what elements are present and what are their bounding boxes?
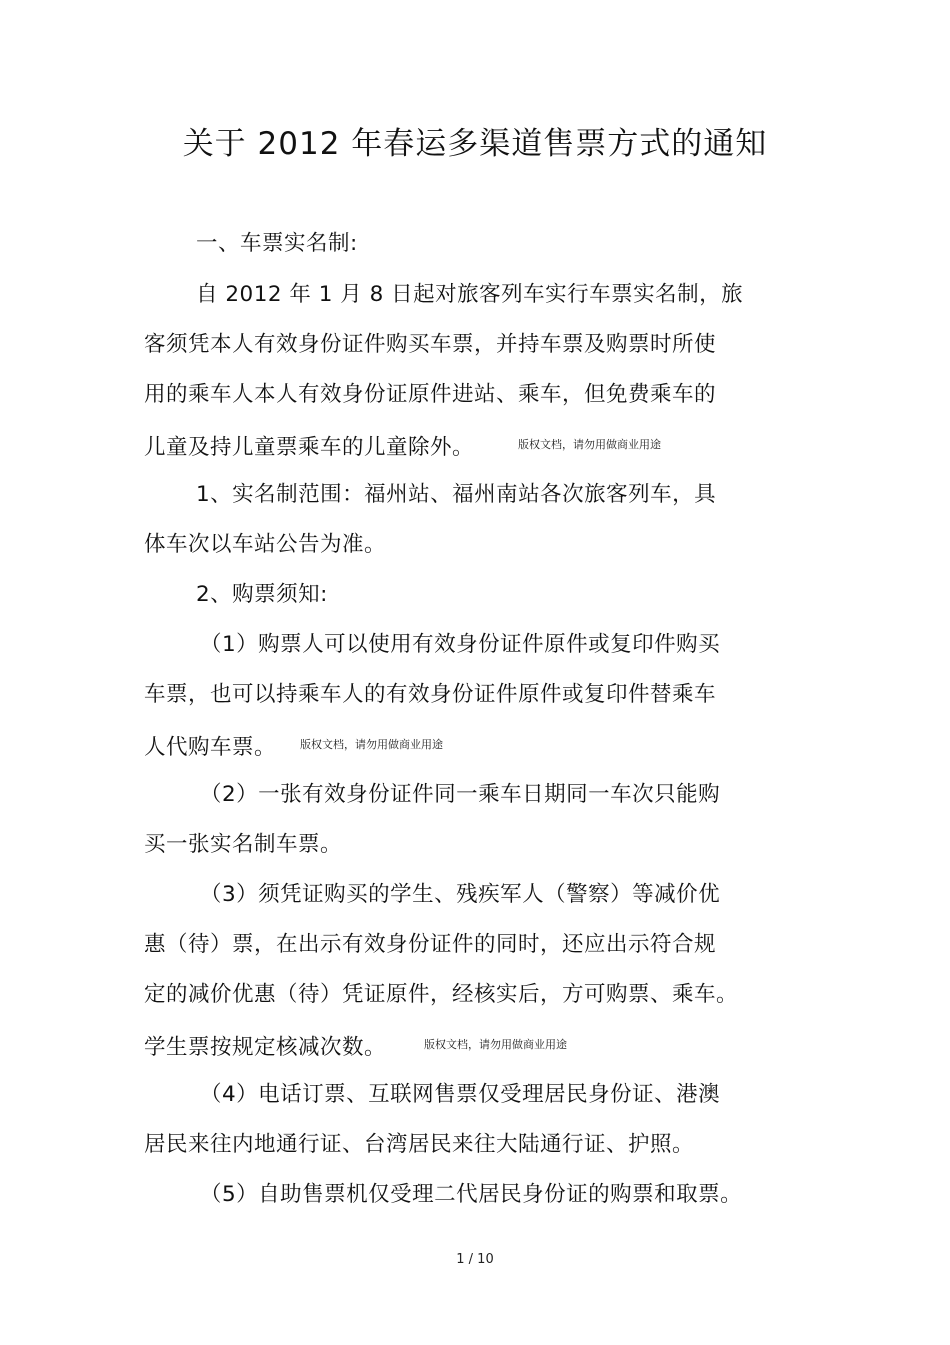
paragraph-line: 车票，也可以持乘车人的有效身份证件原件或复印件替乘车: [144, 682, 717, 707]
paragraph-line: （5）自助售票机仅受理二代居民身份证的购票和取票。: [200, 1182, 743, 1207]
paragraph-line: （4）电话订票、互联网售票仅受理居民身份证、港澳: [200, 1082, 721, 1107]
paragraph-text: 儿童及持儿童票乘车的儿童除外。: [144, 435, 475, 460]
paragraph-line: （3）须凭证购买的学生、残疾军人（警察）等减价优: [200, 882, 721, 907]
copyright-note: 版权文档，请勿用做商业用途: [300, 738, 444, 751]
paragraph-line: 自 2012 年 1 月 8 日起对旅客列车实行车票实名制，旅: [196, 282, 744, 307]
paragraph-line: （2）一张有效身份证件同一乘车日期同一车次只能购: [200, 782, 721, 807]
section-heading-1: 一、车票实名制:: [196, 231, 358, 256]
paragraph-line: 居民来往内地通行证、台湾居民来往大陆通行证、护照。: [144, 1132, 695, 1157]
copyright-note: 版权文档，请勿用做商业用途: [518, 438, 662, 451]
paragraph-text: 人代购车票。: [144, 735, 277, 760]
paragraph-line: 定的减价优惠（待）凭证原件，经核实后，方可购票、乘车。: [144, 982, 739, 1007]
copyright-note: 版权文档，请勿用做商业用途: [424, 1038, 568, 1051]
paragraph-line: 体车次以车站公告为准。: [144, 532, 387, 557]
paragraph-line: （1）购票人可以使用有效身份证件原件或复印件购买: [200, 632, 721, 657]
section-heading-2: 2、购票须知:: [196, 582, 328, 607]
paragraph-line: 客须凭本人有效身份证件购买车票，并持车票及购票时所使: [144, 332, 717, 357]
paragraph-line: [144, 430, 804, 463]
paragraph-line: 1、实名制范围：福州站、福州南站各次旅客列车，具: [196, 482, 717, 507]
page-number: 1 / 10: [456, 1252, 494, 1267]
paragraph-line: 惠（待）票，在出示有效身份证件的同时，还应出示符合规: [144, 932, 717, 957]
document-title: 关于 2012 年春运多渠道售票方式的通知: [182, 126, 768, 162]
paragraph-line: [144, 1030, 804, 1063]
paragraph-line: 用的乘车人本人有效身份证原件进站、乘车，但免费乘车的: [144, 382, 717, 407]
paragraph-text: 学生票按规定核减次数。: [144, 1035, 387, 1060]
paragraph-line: [144, 730, 804, 763]
paragraph-line: 买一张实名制车票。: [144, 832, 343, 857]
